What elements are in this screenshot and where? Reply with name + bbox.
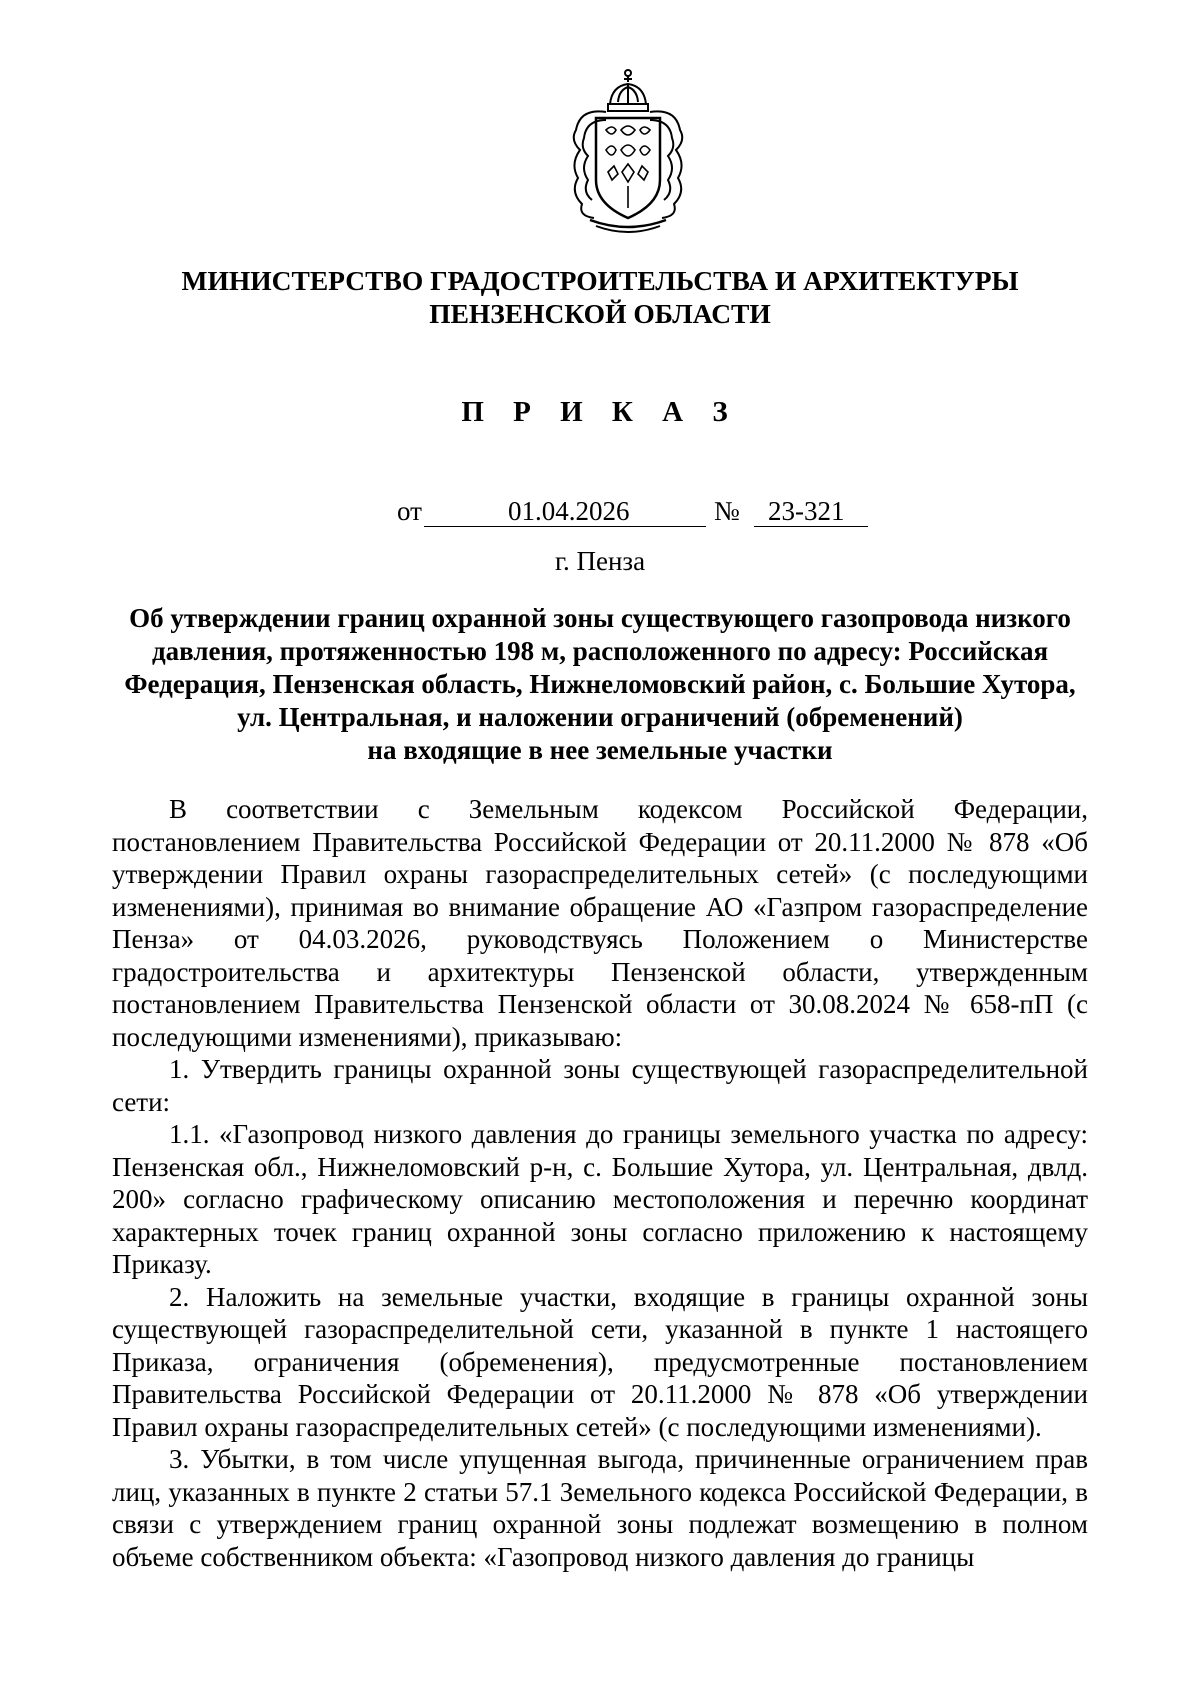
item-1-paragraph: 1. Утвердить границы охранной зоны существующей газораспределительной сети: [112, 1054, 1088, 1117]
city-name: г. Пенза [554, 546, 646, 576]
ministry-name-line2: ПЕНЗЕНСКОЙ ОБЛАСТИ [429, 298, 771, 329]
order-date: 01.04.2026 [508, 496, 630, 526]
item-3-paragraph: 3. Убытки, в том числе упущенная выгода, причиненные ограничением прав лиц, указанных в пункте 2 статьи 57.1 Земельного кодекса Российской Федерации, в связи с утверждением границ охранной зоны подлежат возмещению в полном объеме собственником объекта: «Газопровод низкого давления до границы [112, 1444, 1088, 1572]
ministry-name [0, 264, 1200, 330]
document-body [112, 793, 1088, 1573]
title-line4: ул. Центральная, и наложении ограничений (обременений) [237, 702, 963, 732]
preamble-paragraph: В соответствии с Земельным кодексом Российской Федерации, постановлением Правительства Российской Федерации от 20.11.2000 № 878 «Об утверждении Правил охраны газораспределительных сетей» (с последующими изменениями), принимая во внимание обращение АО «Газпром газораспределение Пенза» от 04.03.2026, руководствуясь Положением о Министерстве градостроительства и архитектуры Пензенской области, утвержденным постановлением Правительства Пензенской области от 30.08.2024 № 658-пП (с последующими изменениями), приказываю: [112, 794, 1088, 1052]
ministry-name-line1: МИНИСТЕРСТВО ГРАДОСТРОИТЕЛЬСТВА И АРХИТЕКТУРЫ [181, 265, 1019, 296]
title-line5: на входящие в нее земельные участки [367, 735, 833, 765]
title-line1: Об утверждении границ охранной зоны существующего газопровода низкого [129, 603, 1071, 633]
number-sign: № [714, 496, 740, 526]
date-prefix: от [397, 496, 422, 526]
item-2-paragraph: 2. Наложить на земельные участки, входящие в границы охранной зоны существующей газораспределительной сети, указанной в пункте 1 настоящего Приказа, ограничения (обременения), предусмотренные постановлением Правительства Российской Федерации от 20.11.2000 № 878 «Об утверждении Правил охраны газораспределительных сетей» (с последующими изменениями). [112, 1281, 1088, 1442]
coat-of-arms-emblem [566, 68, 690, 234]
title-line2: давления, протяженностью 198 м, расположенного по адресу: Российская [151, 636, 1049, 666]
title-line3: Федерация, Пензенская область, Нижнеломовский район, с. Большие Хутора, [124, 669, 1076, 699]
date-number-line [0, 496, 1200, 532]
item-1-1-paragraph: 1.1. «Газопровод низкого давления до границы земельного участка по адресу: Пензенская обл., Нижнеломовский р-н, с. Большие Хутора, ул. Центральная, двлд. 200» согласно графическому описанию местоположения и перечню координат характерных точек границ охранной зоны согласно приложению к настоящему Приказу. [112, 1119, 1088, 1279]
order-number: 23-321 [768, 496, 845, 526]
document-title [110, 602, 1090, 767]
document-type-heading: П Р И К А З [461, 396, 739, 428]
